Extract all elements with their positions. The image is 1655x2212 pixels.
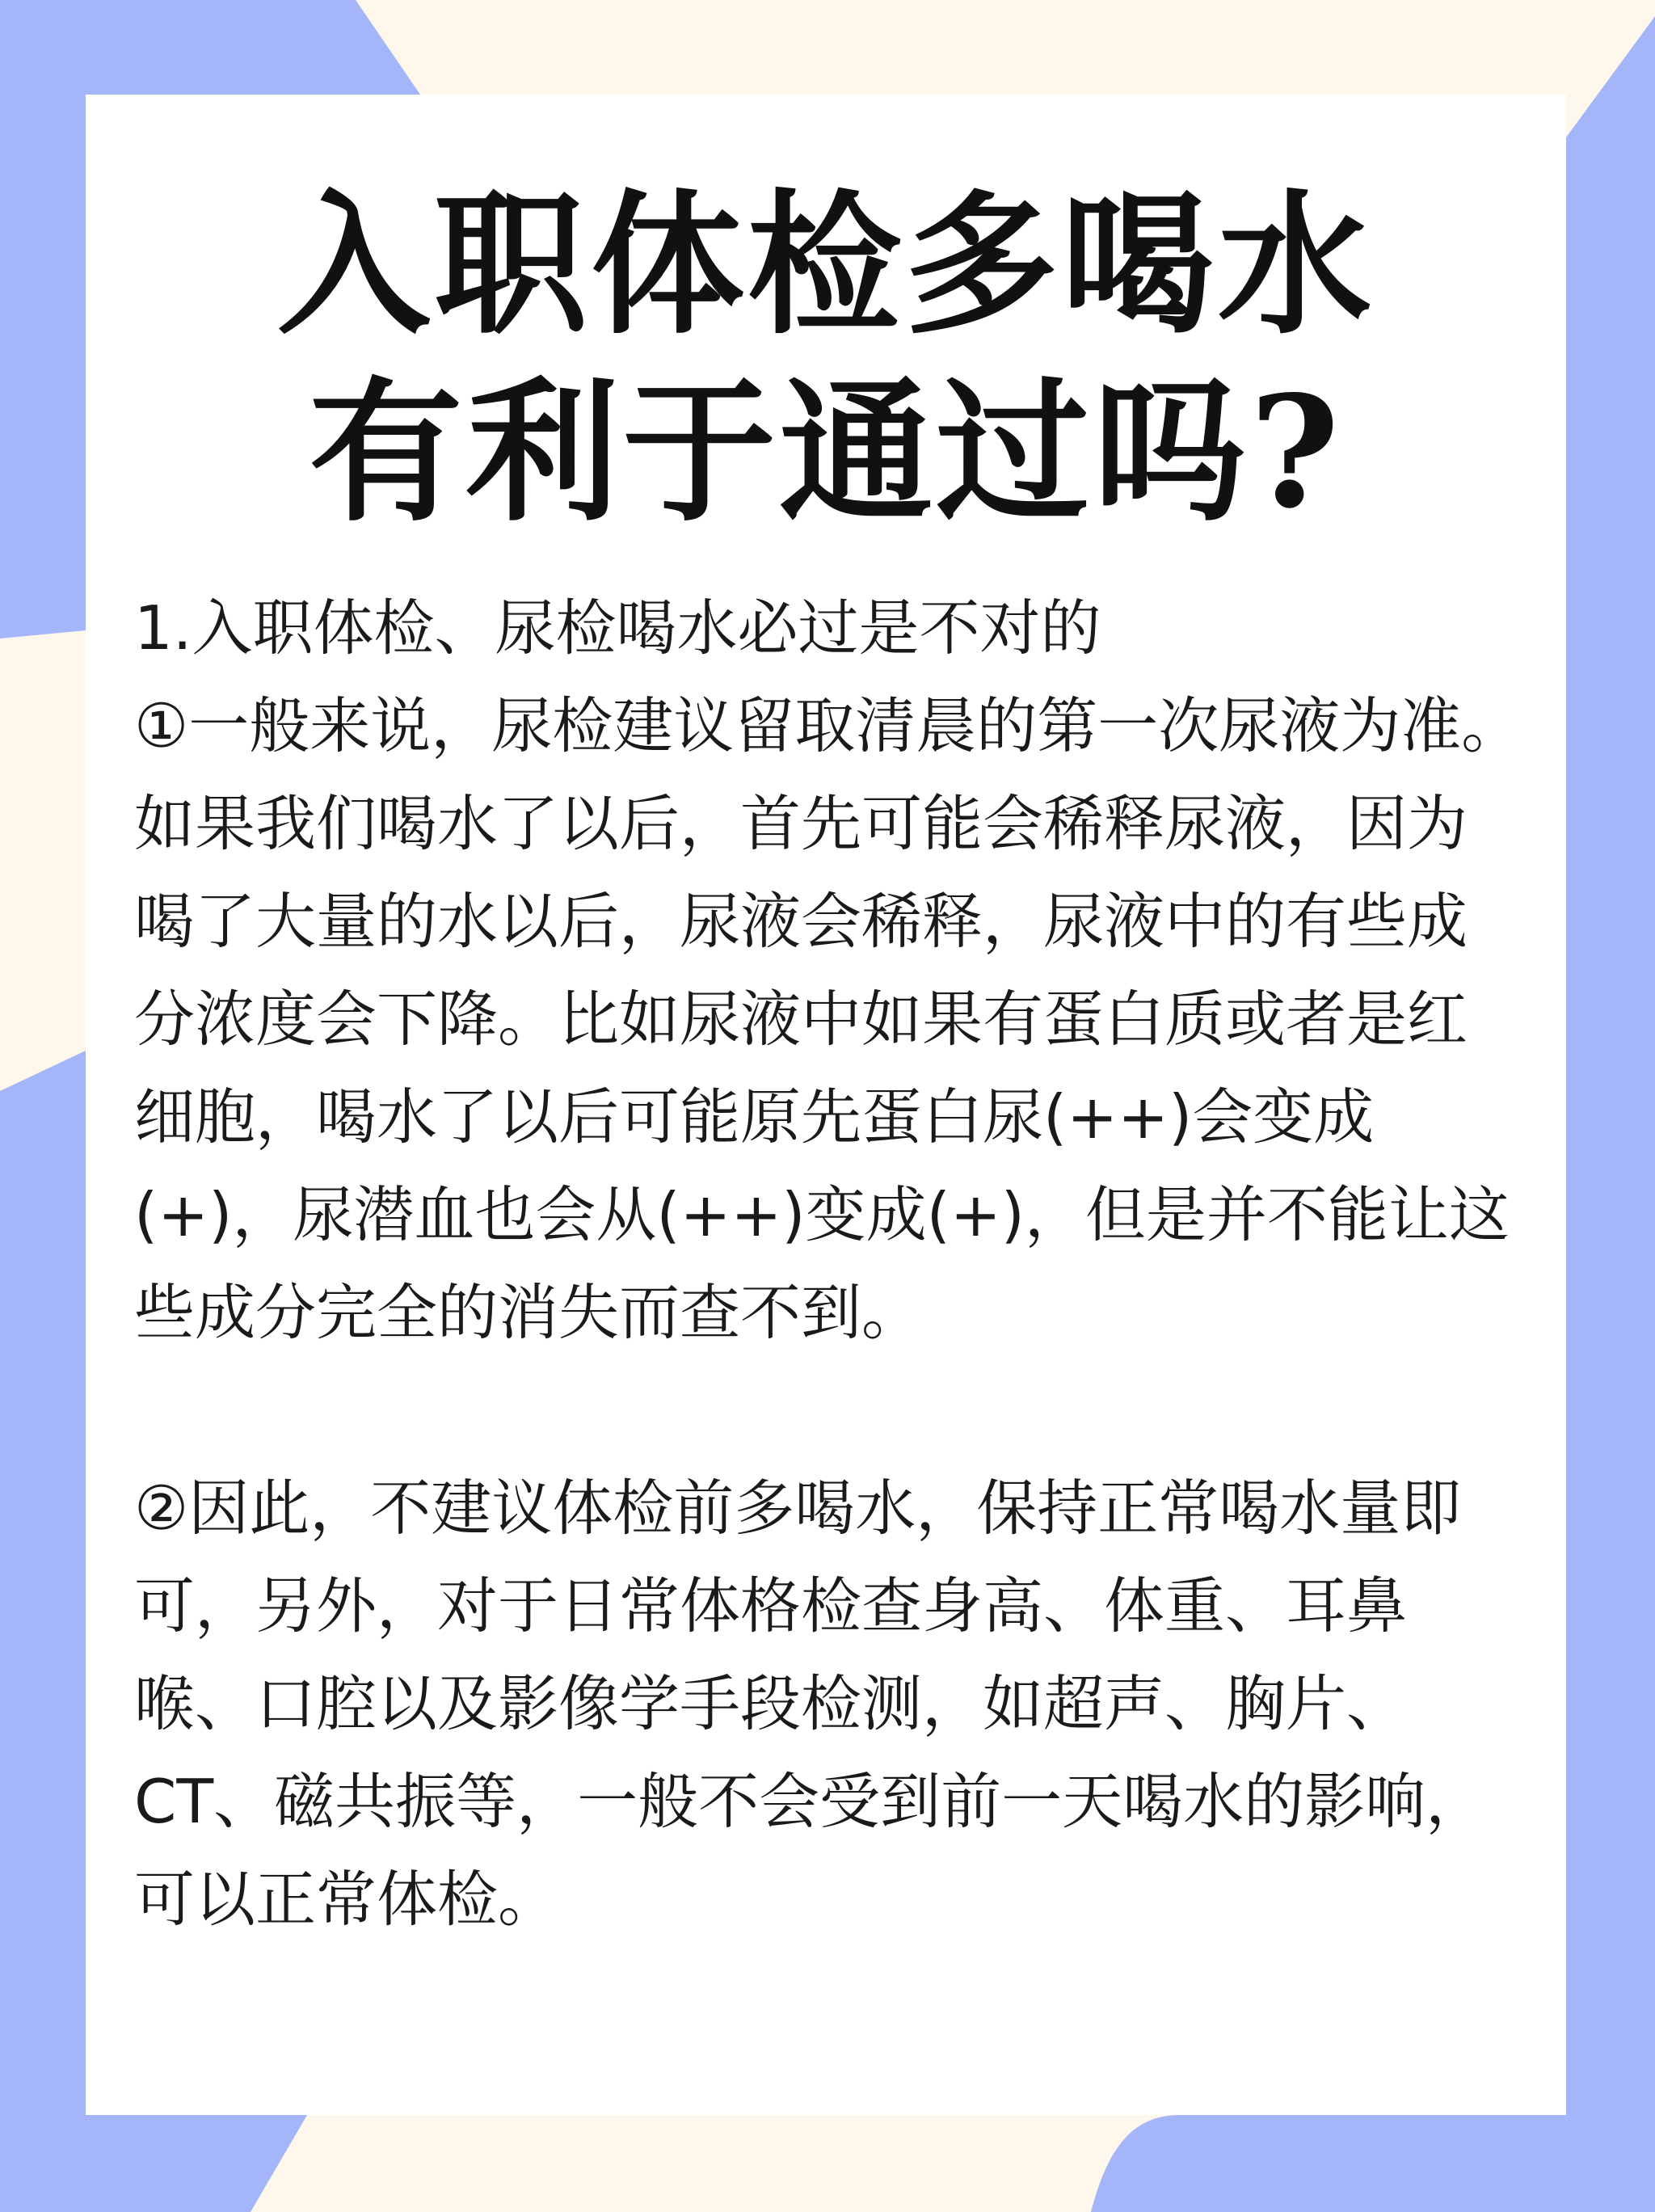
content-card	[86, 95, 1566, 2115]
blue-shape-right	[1566, 16, 1655, 2212]
page-title	[86, 171, 1566, 546]
title-line-1: 入职体检多喝水	[276, 175, 1375, 355]
article-body	[134, 579, 1524, 1949]
paragraph-1: ①一般来说，尿检建议留取清晨的第一次尿液为准。如果我们喝水了以后，首先可能会稀释尿液，因为喝了大量的水以后，尿液会稀释，尿液中的有些成分浓度会下降。比如尿液中如果有蛋白质或者是红细胞，喝水了以后可能原先蛋白尿(++)会变成(+)，尿潜血也会从(++)变成(+)，但是并不能让这些成分完全的消失而查不到。	[134, 690, 1522, 1348]
paragraph-2: ②因此，不建议体检前多喝水，保持正常喝水量即可，另外，对于日常体格检查身高、体重、耳鼻喉、口腔以及影像学手段检测，如超声、胸片、CT、磁共振等，一般不会受到前一天喝水的影响，可以正常体检。	[134, 1473, 1487, 1935]
paragraph-spacer	[134, 1362, 1524, 1460]
blue-shape-bottom-right	[1091, 2115, 1566, 2212]
section-heading: 1.入职体检、尿检喝水必过是不对的	[134, 592, 1101, 664]
title-line-2: 有利于通过吗?	[309, 362, 1343, 542]
